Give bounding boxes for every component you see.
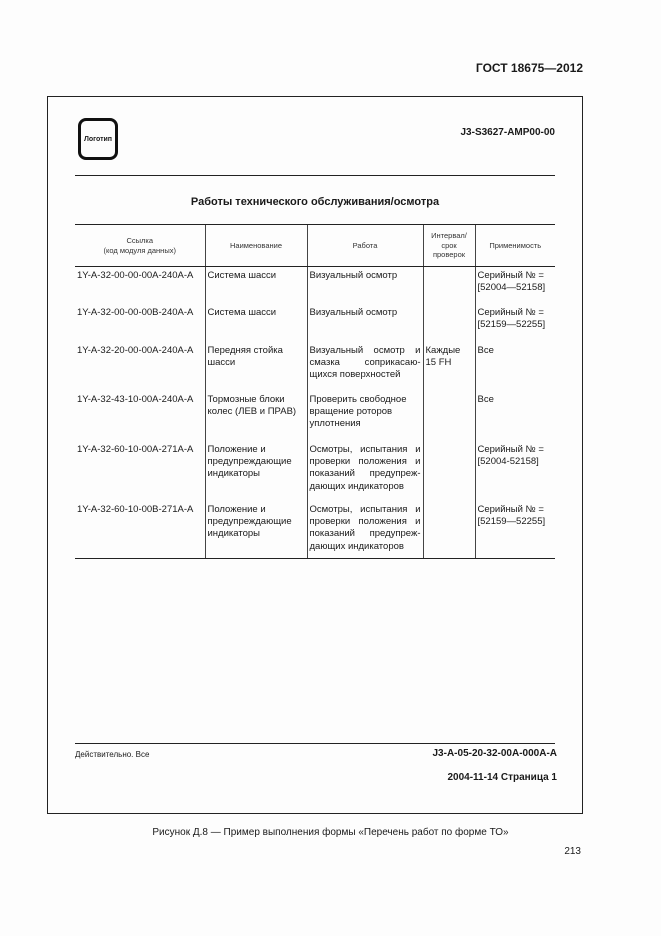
logo-placeholder: Логотип: [78, 118, 118, 160]
table-row: [75, 441, 555, 501]
table-row: [75, 342, 555, 391]
page-number: 213: [564, 846, 581, 857]
cell-work: Осмотры, испытания и проверки положения и показаний предупреж-дающих индикаторов: [307, 501, 423, 559]
data-module-code: J3-A-05-20-32-00A-000A-A: [432, 748, 557, 759]
maintenance-table: [75, 224, 555, 559]
cell-name: Система шасси: [205, 304, 307, 342]
cell-ref: 1Y-A-32-60-10-00A-271A-A: [77, 443, 194, 455]
cell-applicability: Все: [475, 342, 555, 391]
cell-ref: 1Y-A-32-00-00-00B-240A-A: [77, 306, 194, 318]
cell-work: Визуальный осмотр: [307, 304, 423, 342]
table-row: [75, 501, 555, 559]
cell-interval: [423, 441, 475, 501]
date-page: 2004-11-14 Страница 1: [447, 772, 557, 783]
cell-work: Осмотры, испытания и проверки положения и показаний предупреж-дающих индикаторов: [307, 441, 423, 501]
figure-caption: Рисунок Д.8 — Пример выполнения формы «Перечень работ по форме ТО»: [152, 827, 509, 838]
cell-ref: 1Y-A-32-00-00-00A-240A-A: [77, 270, 194, 281]
cell-applicability: Серийный № = [52004-52158]: [475, 441, 555, 501]
cell-name: Тормозные блоки колес (ЛЕВ и ПРАВ): [205, 391, 307, 441]
cell-ref: 1Y-A-32-20-00-00A-240A-A: [77, 344, 194, 356]
standard-number: ГОСТ 18675—2012: [475, 61, 583, 75]
cell-ref: 1Y-A-32-43-10-00A-240A-A: [77, 393, 194, 405]
cell-ref: 1Y-A-32-60-10-00B-271A-A: [75, 501, 205, 559]
cell-name: Положение и предупреждающие индикаторы: [205, 501, 307, 559]
cell-applicability: Серийный № = [52159—52255]: [475, 501, 555, 559]
document-code: J3-S3627-AMP00-00: [460, 127, 555, 138]
cell-applicability: Серийный № = [52004—52158]: [475, 267, 555, 304]
cell-name: Передняя стойка шасси: [205, 342, 307, 391]
table-row: [75, 267, 555, 304]
cell-interval: [423, 501, 475, 559]
col-header-ref: Ссылка (код модуля данных): [75, 225, 205, 267]
cell-name: Система шасси: [205, 267, 307, 304]
footer-divider: [75, 743, 555, 744]
cell-name: Положение и предупреждающие индикаторы: [205, 441, 307, 501]
validity-text: Действительно. Все: [75, 750, 150, 759]
table-row: [75, 391, 555, 441]
col-header-name: Наименование: [205, 225, 307, 267]
col-header-applicability: Применимость: [475, 225, 555, 267]
table-header-row: [75, 225, 555, 267]
col-header-work: Работа: [307, 225, 423, 267]
form-title: Работы технического обслуживания/осмотра: [190, 196, 440, 208]
cell-interval: [423, 267, 475, 304]
cell-interval: [423, 391, 475, 441]
cell-applicability: Серийный № = [52159—52255]: [475, 304, 555, 342]
table-row: [75, 304, 555, 342]
cell-interval: [423, 304, 475, 342]
cell-applicability: Все: [475, 391, 555, 441]
col-header-interval: Интервал/ срок проверок: [423, 225, 475, 267]
header-divider: [75, 175, 555, 176]
cell-interval: Каждые 15 FH: [423, 342, 475, 391]
cell-work: Визуальный осмотр и смазка соприкасаю-щихся поверхностей: [307, 342, 423, 391]
cell-work: Визуальный осмотр: [307, 267, 423, 304]
cell-work: Проверить свободное вращение роторов уплотнения: [307, 391, 423, 441]
